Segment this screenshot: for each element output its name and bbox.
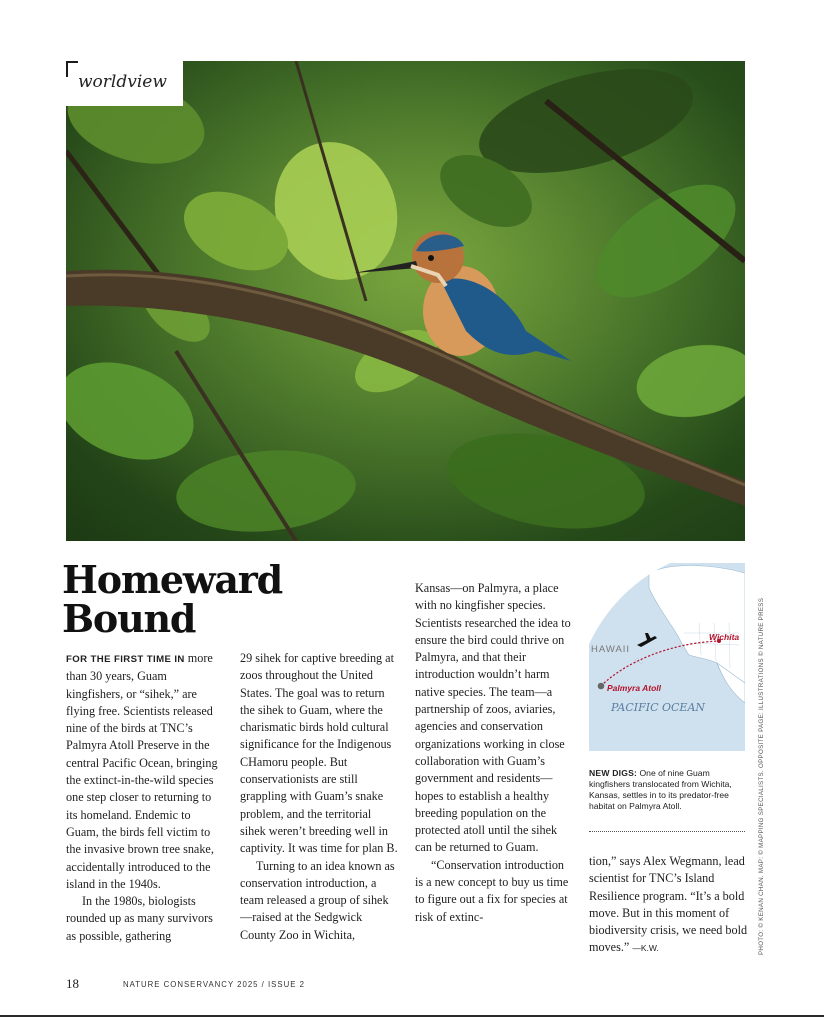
map-label-palmyra: Palmyra Atoll	[607, 683, 662, 693]
photo-credit: PHOTO: © KENAN CHAN. MAP: © MAPPING SPECIALISTS. OPPOSITE PAGE: ILLUSTRATIONS © NATURE PRESS	[758, 597, 765, 955]
route-map	[589, 563, 745, 751]
caption-divider	[589, 831, 745, 832]
column-1-paragraph-2: In the 1980s, biologists rounded up as many survivors as possible, gathering	[66, 894, 213, 943]
column-1-paragraph-1: more than 30 years, Guam kingfishers, or “sihek,” are flying free. Scientists released nine of the birds at TNC’s Palmyra Atoll Preserve in the central Pacific Ocean, bringing the extinct-in-the-wild species one step closer to returning to its homeland. Endemic to Guam, the birds fell victim to the invasive brown tree snake, accidentally introduced to the island in the 1940s.	[66, 651, 218, 891]
article-column-4	[589, 853, 749, 958]
section-tag-label: worldview	[78, 72, 167, 92]
caption-text: One of nine Guam kingfishers translocated from Wichita, Kansas, settles in to its predator-free habitat on Palmyra Atoll.	[589, 768, 732, 811]
article-column-2	[240, 650, 398, 944]
article-headline	[62, 557, 312, 641]
headline-line-2: Bound	[62, 596, 196, 641]
magazine-footer: NATURE CONSERVANCY 2025 / ISSUE 2	[123, 980, 305, 989]
map-label-wichita: Wichita	[709, 632, 740, 642]
column-2-paragraph-1: 29 sihek for captive breeding at zoos throughout the United States. The goal was to return the sihek to Guam, where the charismatic birds hold cultural significance for the Indigenous CHamoru people. But conservationists are still grappling with Guam’s snake problem, and the territorial sihek weren’t breeding well in captivity. It was time for plan B.	[240, 651, 398, 856]
map-label-ocean: PACIFIC OCEAN	[611, 701, 706, 714]
page-number: 18	[66, 976, 79, 991]
column-4-paragraph-1: tion,” says Alex Wegmann, lead scientist for TNC’s Island Resilience program. “It’s a bold move. But in this moment of biodiversity crisis, we need bold moves.”	[589, 854, 748, 955]
author-signature: —K.W.	[632, 943, 659, 954]
headline-line-1: Homeward	[62, 557, 282, 602]
section-tag	[66, 61, 183, 106]
column-3-paragraph-1: Kansas—on Palmyra, a place with no kingfisher species. Scientists researched the idea to ensure the bird could thrive on Palmyra, and that their introduction wouldn’t harm native species. The team—a partnership of zoos, aviaries, agencies and conservation organizations working in close collaboration with Guam’s government and residents—hopes to establish a healthy breeding population on the protected atoll until the sihek can be returned to Guam.	[415, 581, 571, 855]
article-column-1	[66, 650, 221, 945]
caption-label: NEW DIGS:	[589, 768, 638, 778]
article-column-3	[415, 580, 573, 926]
column-2-paragraph-2: Turning to an idea known as conservation introduction, a team released a group of sihek—raised at the Sedgwick County Zoo in Wichita,	[240, 858, 395, 942]
lead-in: FOR THE FIRST TIME IN	[66, 654, 185, 665]
map-label-hawaii: HAWAII	[591, 644, 631, 655]
map-graphic	[589, 563, 745, 751]
photo-illustration	[66, 61, 745, 541]
page-bottom-rule	[0, 1015, 824, 1017]
column-3-paragraph-2: “Conservation introduction is a new concept to buy us time to figure out a fix for species at risk of extinc-	[415, 857, 569, 924]
map-caption	[589, 768, 747, 812]
tag-corner-mark	[66, 61, 78, 77]
kingfisher-photo	[66, 61, 745, 541]
